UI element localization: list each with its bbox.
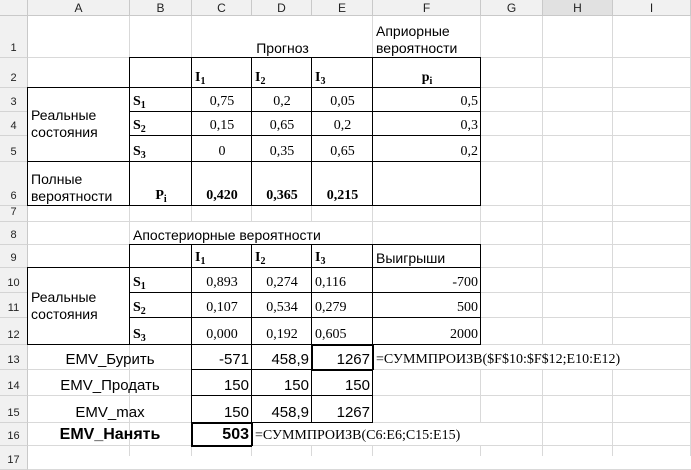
pi-subscript: i <box>429 76 433 87</box>
prior-value: 0,05 <box>330 94 355 109</box>
forecast-symbol-subscript: 2 <box>260 76 266 87</box>
cell-border <box>372 344 374 370</box>
emv-sell-text: 150 <box>283 377 309 394</box>
cell-border <box>129 292 481 293</box>
state-symbol-symbol: S <box>133 327 141 342</box>
row-header-15[interactable]: 15 <box>0 396 28 423</box>
payoff-text: -700 <box>452 275 478 290</box>
posterior-value: 0,534 <box>266 300 298 315</box>
state-symbol-subscript: 2 <box>140 306 146 317</box>
cell-border <box>311 344 313 370</box>
prior-table-cell[interactable] <box>192 88 252 112</box>
emv-sell-label[interactable] <box>28 370 192 396</box>
emv-max-value[interactable] <box>192 396 252 423</box>
cell-border <box>129 244 481 245</box>
state-symbol-subscript: 1 <box>140 281 146 292</box>
cell-border <box>251 344 252 423</box>
cell-border <box>191 244 192 345</box>
cell-border <box>480 57 481 206</box>
prognoz-label: Прогноз <box>256 40 309 56</box>
cell-border <box>129 135 481 136</box>
cell-border <box>129 87 481 88</box>
prior-value: 0,2 <box>273 94 291 109</box>
forecast-header-i2[interactable] <box>252 58 312 88</box>
posterior-table-cell[interactable] <box>312 293 373 318</box>
emv-max-text: 458,9 <box>271 404 309 421</box>
emv-drill-value[interactable] <box>252 345 312 370</box>
full-prob-value[interactable] <box>192 162 252 206</box>
column-header-d[interactable]: D <box>252 0 312 16</box>
cell-border <box>129 161 481 162</box>
state-symbol <box>133 301 146 315</box>
full-prob-line1: Полные <box>31 171 83 187</box>
state-symbol <box>133 119 146 133</box>
gridline-vertical <box>612 0 613 456</box>
cell-border <box>191 422 193 446</box>
posterior-value: 0,116 <box>315 275 346 290</box>
state-symbol <box>133 145 146 159</box>
posterior-header-i1[interactable] <box>192 245 252 268</box>
forecast-symbol-subscript: 2 <box>260 256 266 267</box>
cell-border <box>27 344 130 345</box>
emv-max-label-text: EMV_max <box>75 404 145 421</box>
cell-border <box>191 57 192 206</box>
forecast-header-i1[interactable] <box>192 58 252 88</box>
prior-value: 0,75 <box>209 94 235 109</box>
column-header-a[interactable]: A <box>28 0 130 16</box>
state-symbol <box>133 328 146 342</box>
posterior-table-cell[interactable] <box>312 318 373 345</box>
state-symbol-subscript: 1 <box>140 100 146 111</box>
cell-border <box>129 244 130 345</box>
state-symbol-subscript: 3 <box>140 333 146 344</box>
row-header-12[interactable]: 12 <box>0 318 28 345</box>
prognoz-header[interactable] <box>192 16 373 58</box>
state-label-s1[interactable] <box>130 268 192 293</box>
gridline-vertical <box>542 0 543 456</box>
cell-border <box>129 267 481 268</box>
prior-prob-text: 0,3 <box>460 118 478 133</box>
posterior-value: 0,279 <box>315 300 347 315</box>
state-label-s2[interactable] <box>130 112 192 136</box>
cell-border <box>191 395 373 396</box>
cell-border <box>27 267 28 345</box>
winnings-header[interactable] <box>373 245 481 268</box>
prior-table-cell[interactable] <box>312 136 373 162</box>
aposteriori-header[interactable] <box>130 222 373 245</box>
cell-border <box>191 422 252 424</box>
prior-table-cell[interactable] <box>252 136 312 162</box>
prior-table-cell[interactable] <box>192 112 252 136</box>
state-symbol <box>133 95 146 109</box>
forecast-symbol <box>255 251 265 265</box>
forecast-symbol <box>195 251 205 265</box>
real-states2-label[interactable] <box>28 268 130 345</box>
cell-border <box>129 205 481 206</box>
full-prob-text: 0,215 <box>326 188 359 203</box>
emv-hire-label[interactable] <box>28 423 192 446</box>
emv-drill-value[interactable] <box>192 345 252 370</box>
prior-prob-value[interactable] <box>373 88 481 112</box>
full-prob-label[interactable] <box>28 162 130 206</box>
emv-sell-text: 150 <box>344 377 370 394</box>
emv-max-value[interactable] <box>252 396 312 423</box>
forecast-symbol <box>195 71 205 85</box>
emv-sell-text: 150 <box>223 377 249 394</box>
emv-sell-label-text: EMV_Продать <box>60 377 160 394</box>
pi-letter: p <box>421 70 430 85</box>
real-states2-line1: Реальные <box>31 288 97 305</box>
forecast-symbol-subscript: 3 <box>320 256 326 267</box>
posterior-table-cell[interactable] <box>192 268 252 293</box>
select-all-corner[interactable] <box>0 0 28 16</box>
posterior-header-i2[interactable] <box>252 245 312 268</box>
payoff-value[interactable] <box>373 318 481 345</box>
formula-text: =СУММПРОИЗВ($F$10:$F$12;E10:E12) <box>376 352 621 367</box>
emv-drill-value[interactable] <box>312 345 373 370</box>
prior-table-cell[interactable] <box>252 88 312 112</box>
prior-value: 0,35 <box>269 144 295 159</box>
row-header-10[interactable]: 10 <box>0 268 28 293</box>
cell-border <box>129 57 130 206</box>
emv-sell-value[interactable] <box>312 370 373 396</box>
prior-value: 0 <box>218 144 226 159</box>
formula-text: =СУММПРОИЗВ(C6:E6;C15:E15) <box>255 428 461 443</box>
row-header-16[interactable]: 16 <box>0 423 28 446</box>
apriori-line2: вероятности <box>376 40 458 56</box>
real-states-line1: Реальные <box>31 107 97 123</box>
forecast-symbol <box>315 71 325 85</box>
prior-prob-header[interactable] <box>373 58 481 88</box>
row-header-13[interactable]: 13 <box>0 345 28 370</box>
prior-prob-value[interactable] <box>373 136 481 162</box>
apriori-line1: Априорные <box>376 23 450 39</box>
column-header-c[interactable]: C <box>192 0 252 16</box>
cell-border <box>372 57 373 206</box>
emv-drill-label-text: EMV_Бурить <box>65 351 155 368</box>
column-header-e[interactable]: E <box>312 0 373 16</box>
state-label-s3[interactable] <box>130 136 192 162</box>
cell-border <box>27 161 130 162</box>
emv-hire-value[interactable] <box>192 423 252 446</box>
row-header-4[interactable]: 4 <box>0 112 28 136</box>
real-states-label[interactable] <box>28 88 130 162</box>
column-header-g[interactable]: G <box>481 0 543 16</box>
emv-drill-text: 1267 <box>336 351 370 368</box>
posterior-table-cell[interactable] <box>252 268 312 293</box>
payoff-value[interactable] <box>373 293 481 318</box>
prior-table-cell[interactable] <box>192 136 252 162</box>
forecast-symbol-subscript: 1 <box>200 76 206 87</box>
emv-max-label[interactable] <box>28 396 192 423</box>
column-header-f[interactable]: F <box>373 0 481 16</box>
full-prob-text: 0,365 <box>266 188 298 203</box>
cell-border <box>191 445 252 447</box>
posterior-value: 0,605 <box>315 327 347 342</box>
state-symbol <box>133 276 146 290</box>
forecast-symbol-symbol: I <box>255 70 261 85</box>
emv-max-text: 150 <box>223 404 249 421</box>
prior-value: 0,2 <box>333 118 352 133</box>
cell-border <box>129 57 481 58</box>
cell-border <box>311 244 312 345</box>
full-prob-text: 0,420 <box>206 188 238 203</box>
state-symbol-symbol: S <box>133 275 141 290</box>
real-states-line2: состояния <box>31 124 98 140</box>
full-prob-symbol-cell[interactable] <box>130 162 192 206</box>
posterior-value: 0,000 <box>206 327 238 342</box>
row-header-8[interactable]: 8 <box>0 222 28 245</box>
row-header-1[interactable]: 1 <box>0 16 28 58</box>
winnings-label: Выигрыши <box>376 250 446 266</box>
row-header-7[interactable]: 7 <box>0 206 28 222</box>
state-symbol-subscript: 2 <box>140 124 146 135</box>
cell-border <box>191 344 192 423</box>
state-symbol-symbol: S <box>133 144 141 159</box>
emv-max-value[interactable] <box>312 396 373 423</box>
state-symbol-symbol: S <box>133 94 141 109</box>
state-label-s3[interactable] <box>130 318 192 345</box>
full-prob-value[interactable] <box>312 162 373 206</box>
posterior-table-cell[interactable] <box>252 318 312 345</box>
cell-border <box>311 369 373 371</box>
payoff-value[interactable] <box>373 268 481 293</box>
posterior-header-i3[interactable] <box>312 245 373 268</box>
state-symbol-subscript: 3 <box>140 150 146 161</box>
row-header-11[interactable]: 11 <box>0 293 28 318</box>
posterior-table-cell[interactable] <box>252 293 312 318</box>
forecast-symbol-symbol: I <box>255 250 261 265</box>
forecast-symbol-symbol: I <box>195 70 201 85</box>
row-header-3[interactable]: 3 <box>0 88 28 112</box>
prior-prob-text: 0,5 <box>460 94 478 109</box>
Pi-symbol <box>155 189 166 203</box>
posterior-value: 0,274 <box>266 275 298 290</box>
state-symbol-symbol: S <box>133 300 141 315</box>
forecast-symbol <box>315 251 325 265</box>
cell-border <box>129 317 481 318</box>
column-header-i[interactable]: I <box>613 0 691 16</box>
emv-drill-text: -571 <box>218 351 249 368</box>
cell-border <box>480 244 481 345</box>
emv-max-text: 1267 <box>336 404 370 421</box>
cell-border <box>27 87 28 206</box>
forecast-symbol-subscript: 1 <box>200 256 206 267</box>
prior-table-cell[interactable] <box>312 88 373 112</box>
real-states2-line2: состояния <box>31 305 98 322</box>
row-header-9[interactable]: 9 <box>0 245 28 268</box>
emv-drill-formula[interactable] <box>373 345 621 370</box>
aposteriori-label: Апостериорные вероятности <box>133 227 321 243</box>
emv-hire-text: 503 <box>222 426 249 443</box>
full-prob-line2: вероятности <box>31 188 113 204</box>
row-header-5[interactable]: 5 <box>0 136 28 162</box>
posterior-value: 0,107 <box>206 300 238 315</box>
apriori-header[interactable] <box>373 16 481 58</box>
Pi-subscript: i <box>163 194 167 205</box>
posterior-table-cell[interactable] <box>192 318 252 345</box>
cell-border <box>311 344 373 346</box>
posterior-table-cell[interactable] <box>312 268 373 293</box>
state-label-s2[interactable] <box>130 293 192 318</box>
prior-value: 0,65 <box>269 118 295 133</box>
prior-prob-value[interactable] <box>373 112 481 136</box>
forecast-header-i3[interactable] <box>312 58 373 88</box>
pi-symbol <box>422 71 433 85</box>
column-header-b[interactable]: B <box>130 0 192 16</box>
cell-border <box>251 244 252 345</box>
emv-sell-value[interactable] <box>192 370 252 396</box>
forecast-symbol <box>255 71 265 85</box>
cell-border <box>27 87 130 88</box>
row-header-6[interactable]: 6 <box>0 162 28 206</box>
row-header-17[interactable]: 17 <box>0 446 28 470</box>
row-header-2[interactable]: 2 <box>0 58 28 88</box>
row-header-14[interactable]: 14 <box>0 370 28 396</box>
emv-hire-label-text: EMV_Нанять <box>59 426 161 443</box>
prior-table-cell[interactable] <box>312 112 373 136</box>
prior-value: 0,65 <box>330 144 355 159</box>
cell-border <box>251 422 253 446</box>
emv-drill-label[interactable] <box>28 345 192 370</box>
cell-border <box>129 111 481 112</box>
full-prob-value[interactable] <box>252 162 312 206</box>
forecast-symbol-symbol: I <box>315 70 321 85</box>
payoff-text: 500 <box>457 300 478 315</box>
column-header-h[interactable]: H <box>543 0 613 16</box>
prior-prob-text: 0,2 <box>460 144 478 159</box>
emv-sell-value[interactable] <box>252 370 312 396</box>
emv-drill-text: 458,9 <box>271 351 309 368</box>
emv-hire-formula[interactable] <box>252 423 461 446</box>
cell-border <box>372 244 373 345</box>
posterior-value: 0,192 <box>266 327 298 342</box>
prior-value: 0,15 <box>209 118 235 133</box>
posterior-table-cell[interactable] <box>192 293 252 318</box>
forecast-symbol-symbol: I <box>195 250 201 265</box>
forecast-symbol-symbol: I <box>315 250 321 265</box>
cell-border <box>27 267 130 268</box>
state-label-s1[interactable] <box>130 88 192 112</box>
posterior-value: 0,893 <box>206 275 238 290</box>
payoff-text: 2000 <box>450 327 478 342</box>
cell-border <box>311 57 312 206</box>
cell-border <box>27 205 130 206</box>
forecast-symbol-subscript: 3 <box>320 76 326 87</box>
cell-border <box>251 57 252 206</box>
prior-table-cell[interactable] <box>252 112 312 136</box>
state-symbol-symbol: S <box>133 118 141 133</box>
Pi-letter: P <box>155 188 164 203</box>
